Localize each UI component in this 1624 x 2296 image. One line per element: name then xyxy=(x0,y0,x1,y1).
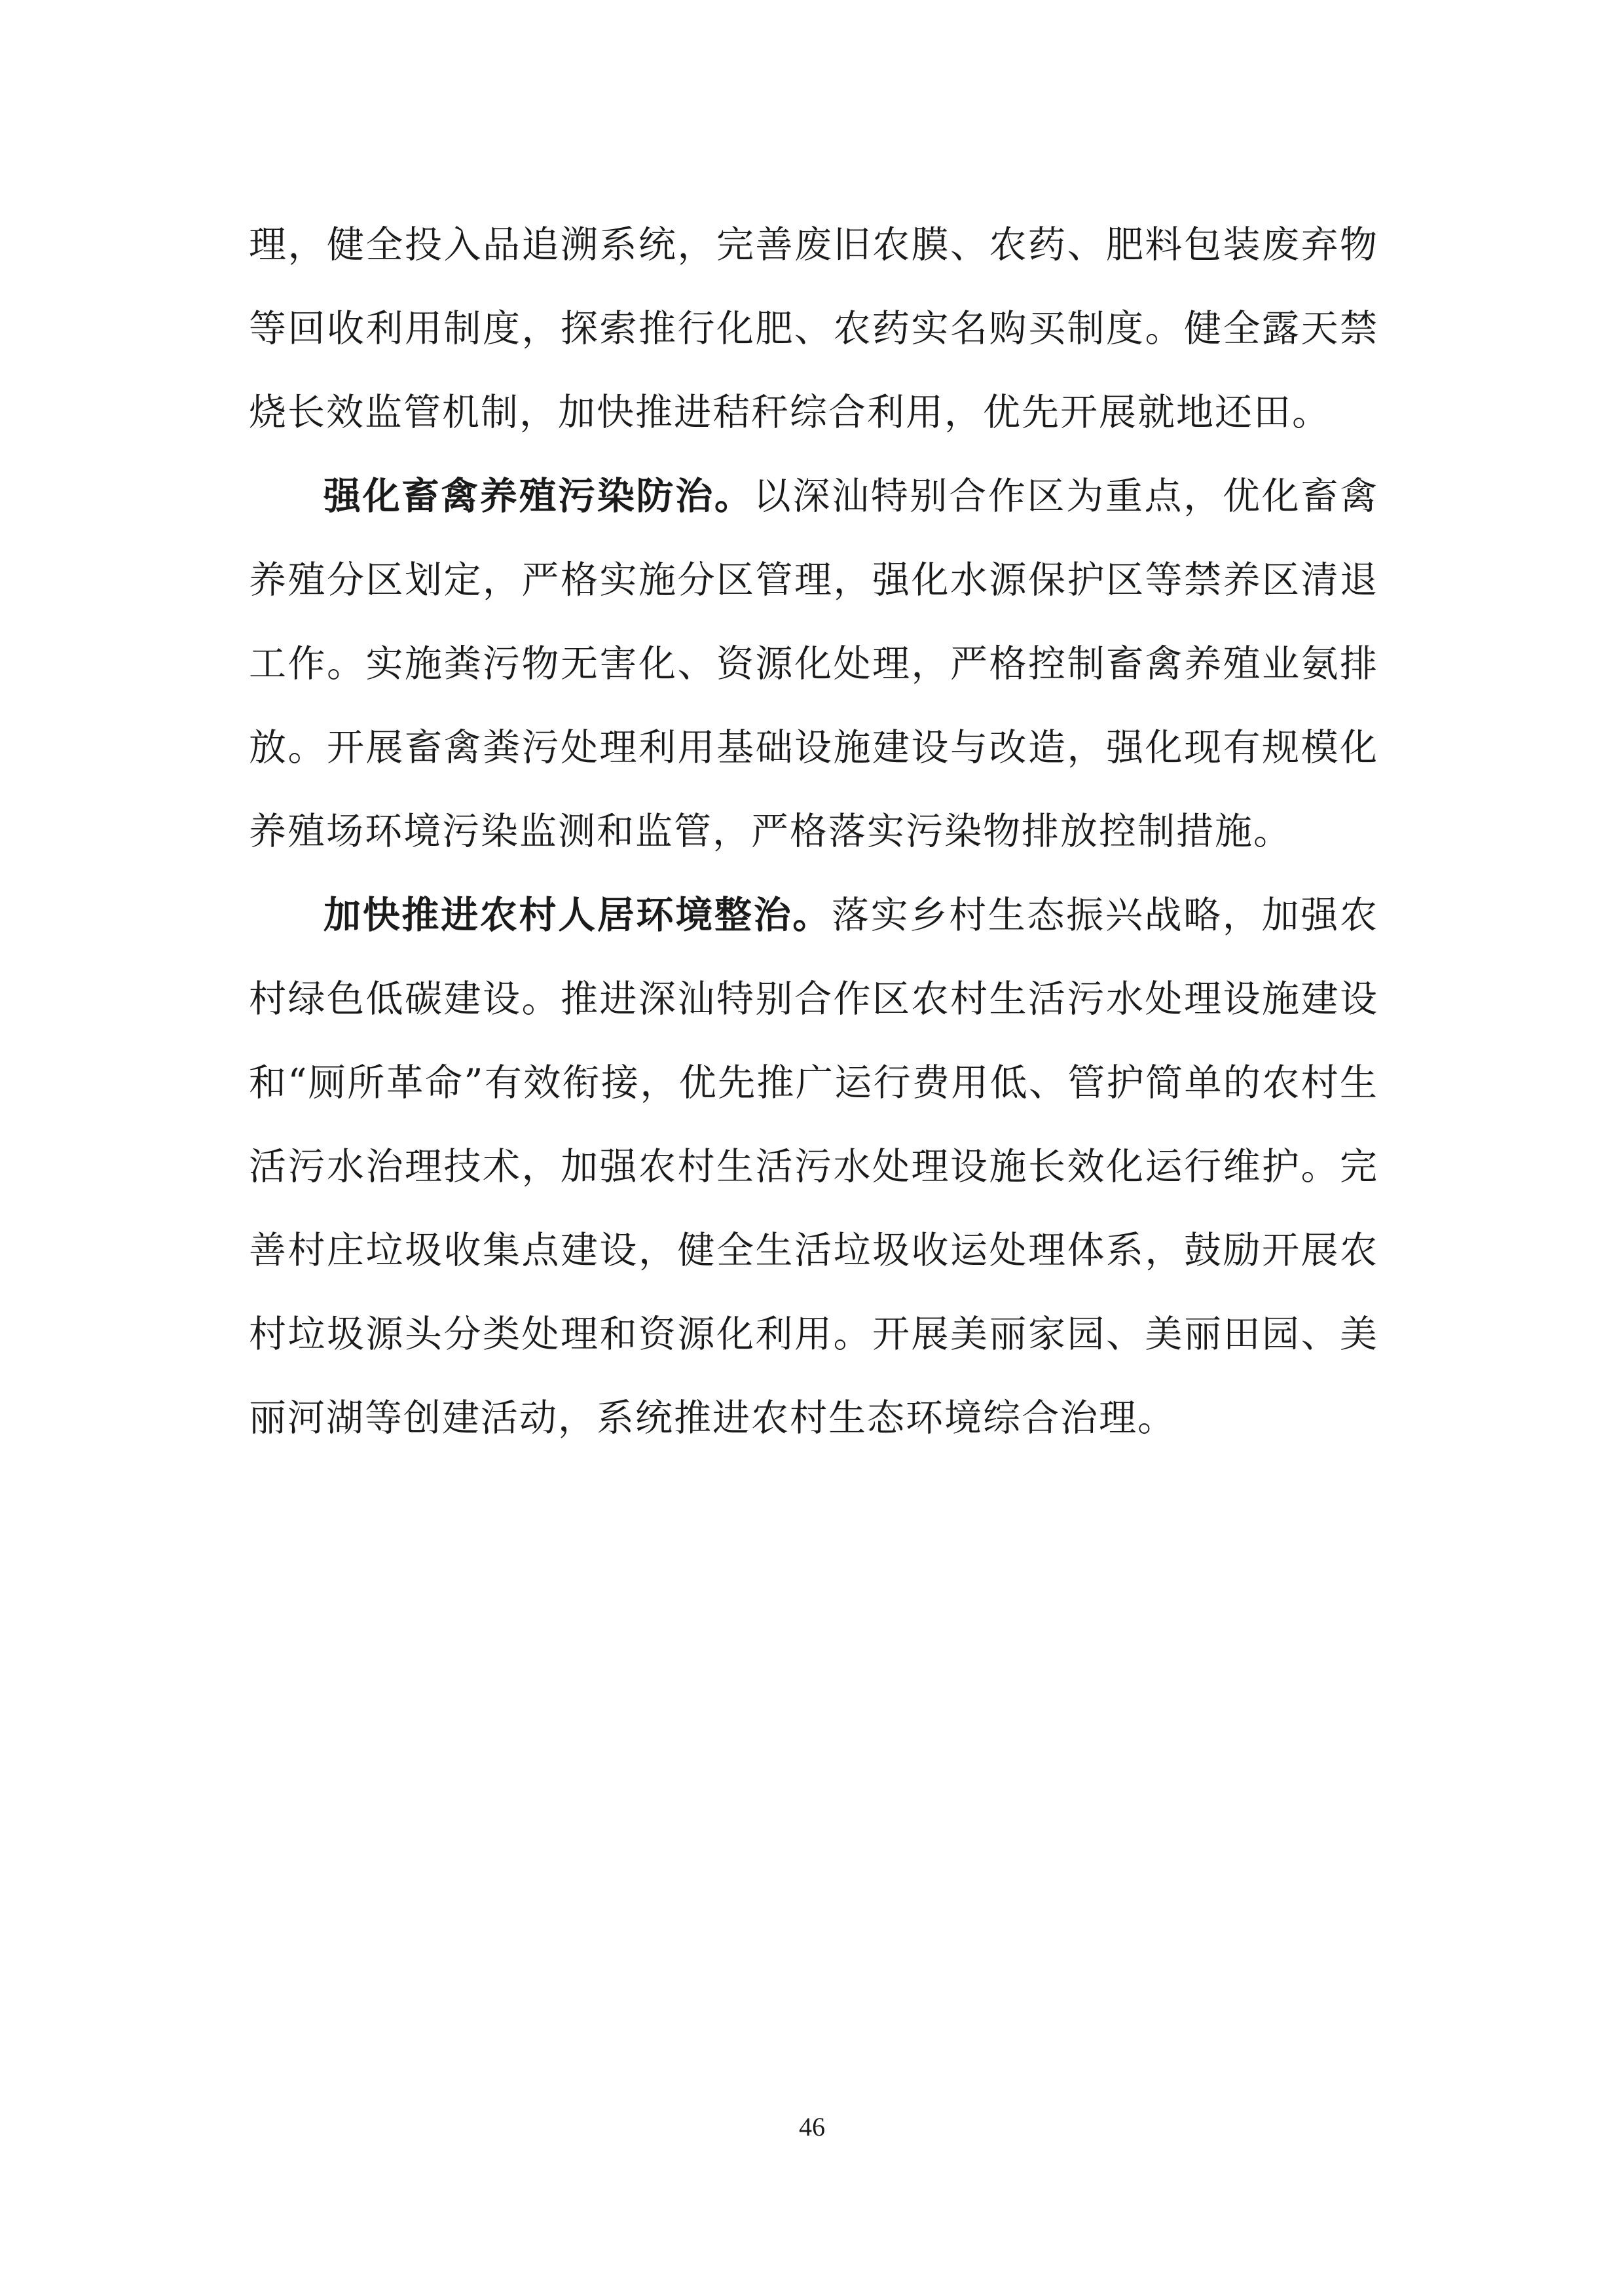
body-text xyxy=(249,203,1378,1460)
paragraph-text: 理，健全投入品追溯系统，完善废旧农膜、农药、肥料包装废弃物等回收利用制度，探索推行化肥、农药实名购买制度。健全露天禁烧长效监管机制，加快推进秸秆综合利用，优先开展就地还田。 xyxy=(249,223,1378,434)
paragraph-heading: 加快推进农村人居环境整治。 xyxy=(323,894,832,937)
paragraph-continuation xyxy=(249,203,1378,454)
paragraph-heading: 强化畜禽养殖污染防治。 xyxy=(323,475,754,518)
paragraph-livestock-pollution xyxy=(249,454,1378,873)
page-number: 46 xyxy=(799,2112,825,2141)
paragraph-text: 落实乡村生态振兴战略，加强农村绿色低碳建设。推进深汕特别合作区农村生活污水处理设施建设和“厕所革命”有效衔接，优先推广运行费用低、管护简单的农村生活污水治理技术，加强农村生活污水处理设施长效化运行维护。完善村庄垃圾收集点建设，健全生活垃圾收运处理体系，鼓励开展农村垃圾源头分类处理和资源化利用。开展美丽家园、美丽田园、美丽河湖等创建活动，系统推进农村生态环境综合治理。 xyxy=(249,894,1378,1440)
paragraph-text: 以深汕特别合作区为重点，优化畜禽养殖分区划定，严格实施分区管理，强化水源保护区等禁养区清退工作。实施粪污物无害化、资源化处理，严格控制畜禽养殖业氨排放。开展畜禽粪污处理利用基础设施建设与改造，强化现有规模化养殖场环境污染监测和监管，严格落实污染物排放控制措施。 xyxy=(249,475,1379,853)
paragraph-rural-environment xyxy=(249,873,1378,1460)
